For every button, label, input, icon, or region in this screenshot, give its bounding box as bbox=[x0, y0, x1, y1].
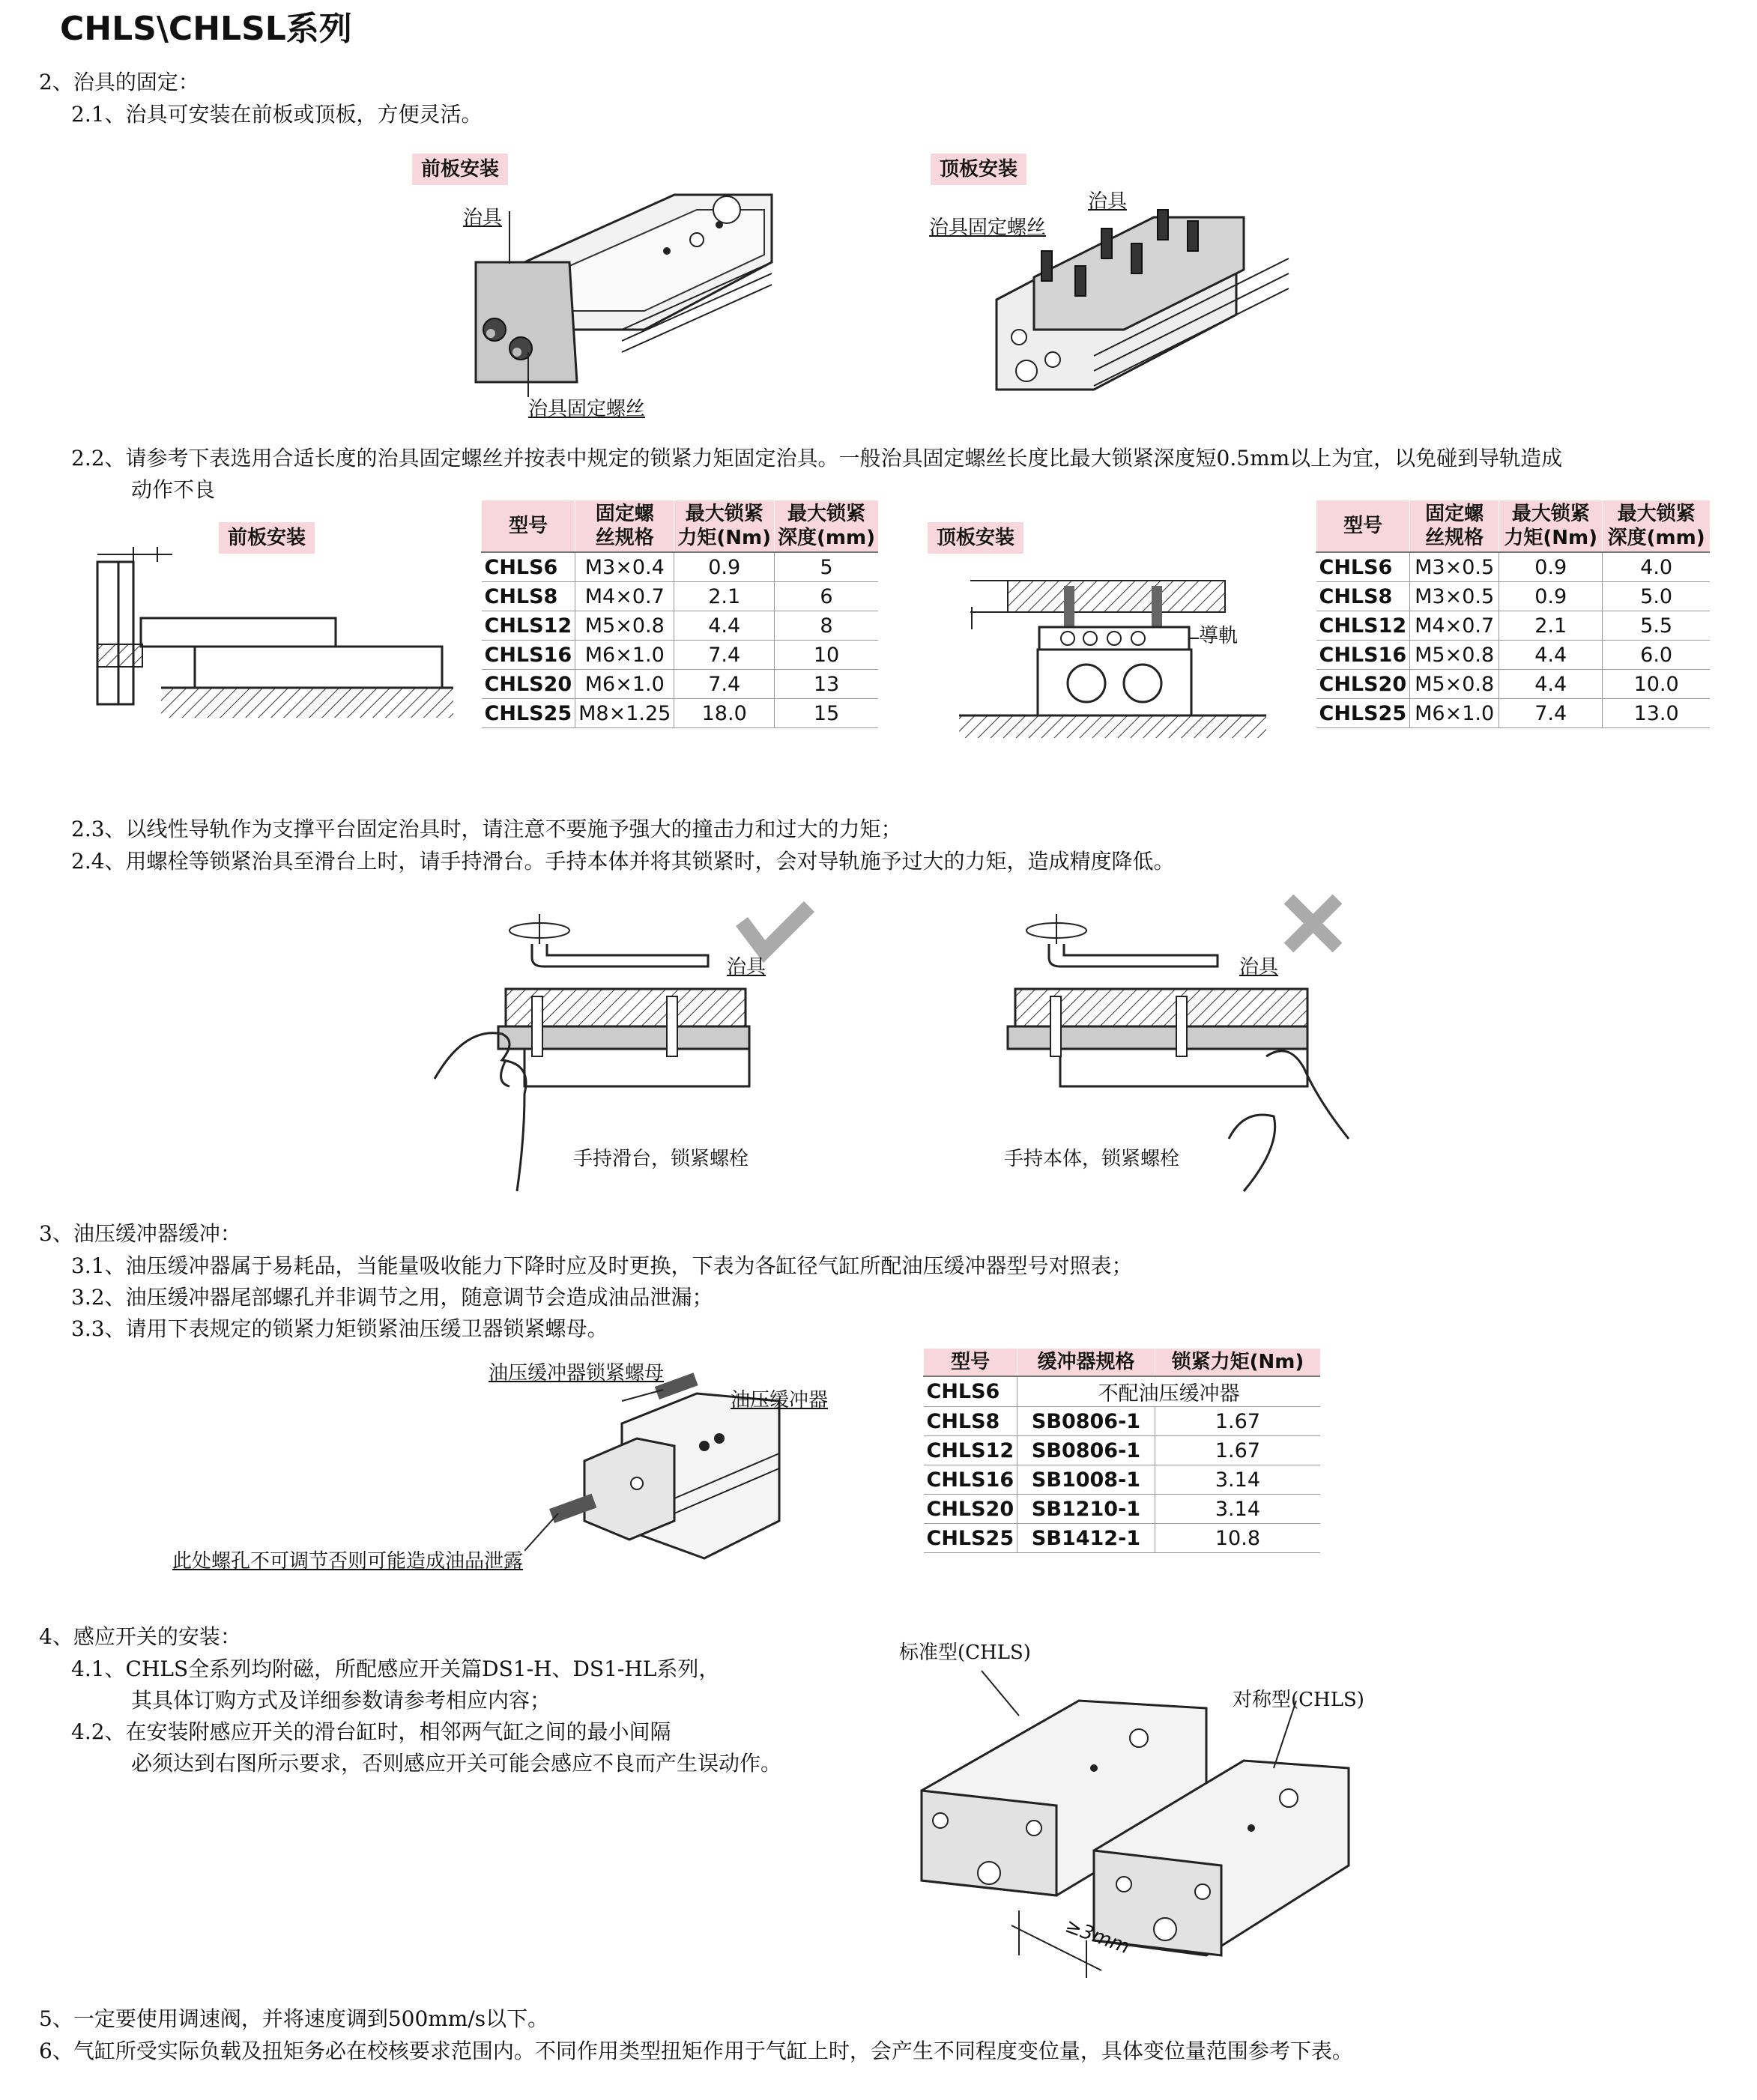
label-screw-top: 治具固定螺丝 bbox=[929, 217, 1047, 239]
table-row: CHLS8 M4×0.7 2.1 6 bbox=[482, 582, 879, 611]
th-model: 型号 bbox=[509, 515, 548, 537]
section-2-heading: 2、治具的固定： bbox=[39, 70, 199, 94]
th-depth-l1: 最大锁紧 bbox=[787, 503, 866, 525]
tag-top-mount-2: 顶板安装 bbox=[928, 522, 1023, 554]
label-jig-front: 治具 bbox=[463, 207, 503, 229]
table-row: CHLS25 M6×1.0 7.4 13.0 bbox=[1316, 699, 1711, 728]
section-3-heading: 3、油压缓冲器缓冲： bbox=[39, 1221, 241, 1246]
para-3-2: 3.2、油压缓冲器尾部螺孔并非调节之用，随意调节会造成油品泄漏； bbox=[71, 1285, 713, 1310]
th-model: 型号 bbox=[1343, 515, 1383, 537]
tag-top-mount: 顶板安装 bbox=[931, 154, 1026, 185]
page-title: CHLS\CHLSL系列 bbox=[60, 10, 352, 48]
th-screw-l2: 丝规格 bbox=[1425, 527, 1484, 549]
th-screw-l1: 固定螺 bbox=[595, 503, 654, 525]
tag-front-mount-2: 前板安装 bbox=[219, 522, 315, 554]
table-row: CHLS6 不配油压缓冲器 bbox=[924, 1376, 1321, 1407]
table-row: CHLS20 M6×1.0 7.4 13 bbox=[482, 670, 879, 699]
th-buffer-spec: 缓冲器规格 bbox=[1017, 1349, 1155, 1376]
th-torque-l1: 最大锁紧 bbox=[1511, 503, 1590, 525]
label-rail: 導軌 bbox=[1199, 625, 1239, 647]
th-lock-torque: 锁紧力矩(Nm) bbox=[1155, 1349, 1320, 1376]
para-4-1-line1: 4.1、CHLS全系列均附磁，所配感应开关篇DS1-H、DS1-HL系列， bbox=[71, 1656, 720, 1681]
table-row: CHLS20 M5×0.8 4.4 10.0 bbox=[1316, 670, 1711, 699]
para-3-3: 3.3、请用下表规定的锁紧力矩锁紧油压缓卫器锁紧螺母。 bbox=[71, 1316, 608, 1341]
para-4-2-line1: 4.2、在安装附感应开关的滑台缸时，相邻两气缸之间的最小间隔 bbox=[71, 1719, 671, 1744]
table-row: CHLS12 M4×0.7 2.1 5.5 bbox=[1316, 611, 1711, 641]
section-4-heading: 4、感应开关的安装： bbox=[39, 1624, 241, 1649]
para-2-2-line1: 2.2、请参考下表选用合适长度的治具固定螺丝并按表中规定的锁紧力矩固定治具。一般治具固定螺丝长度比最大锁紧深度短0.5mm以上为宜，以免碰到导轨造成 bbox=[71, 446, 1563, 470]
para-3-1: 3.1、油压缓冲器属于易耗品，当能量吸收能力下降时应及时更换，下表为各缸径气缸所配油压缓冲器型号对照表； bbox=[71, 1253, 1133, 1278]
para-2-4: 2.4、用螺栓等锁紧治具至滑台上时，请手持滑台。手持本体并将其锁紧时，会对导轨施予过大的力矩，造成精度降低。 bbox=[71, 849, 1175, 874]
tag-front-mount: 前板安装 bbox=[412, 154, 508, 185]
label-jig-ng: 治具 bbox=[1239, 956, 1279, 978]
th-depth-l2: 深度(mm) bbox=[778, 527, 875, 549]
table-row: CHLS20 SB1210-1 3.14 bbox=[924, 1495, 1321, 1524]
table-front-mount bbox=[481, 500, 878, 728]
table-row: CHLS6 M3×0.4 0.9 5 bbox=[482, 552, 879, 582]
table-row: CHLS8 SB0806-1 1.67 bbox=[924, 1407, 1321, 1436]
table-top-mount bbox=[1316, 500, 1710, 728]
label-symmetric-type: 对称型(CHLS) bbox=[1233, 1689, 1364, 1711]
para-4-1-line2: 其具体订购方式及详细参数请参考相应内容； bbox=[131, 1688, 551, 1713]
th-model: 型号 bbox=[924, 1349, 1017, 1376]
th-depth-l1: 最大锁紧 bbox=[1617, 503, 1696, 525]
table-row: CHLS16 M5×0.8 4.4 6.0 bbox=[1316, 641, 1711, 670]
th-screw-l2: 丝规格 bbox=[595, 527, 654, 549]
label-hole-warning: 此处螺孔不可调节否则可能造成油品泄露 bbox=[172, 1550, 524, 1573]
label-standard-type: 标准型(CHLS) bbox=[899, 1641, 1031, 1664]
para-2-3: 2.3、以线性导轨作为支撑平台固定治具时，请注意不要施予强大的撞击力和过大的力矩； bbox=[71, 817, 902, 841]
table-row: CHLS25 M8×1.25 18.0 15 bbox=[482, 699, 879, 728]
label-buffer: 油压缓冲器 bbox=[731, 1389, 829, 1411]
front-section-drawing bbox=[82, 524, 457, 727]
caption-hold-body: 手持本体，锁紧螺栓 bbox=[1004, 1148, 1180, 1170]
label-min-gap: ≥3mm bbox=[1062, 1914, 1133, 1959]
para-2-2-line2: 动作不良 bbox=[131, 477, 216, 502]
th-depth-l2: 深度(mm) bbox=[1607, 527, 1705, 549]
label-jig-ok: 治具 bbox=[727, 956, 766, 978]
th-torque-l2: 力矩(Nm) bbox=[1504, 527, 1598, 549]
label-buffer-nut: 油压缓冲器锁紧螺母 bbox=[489, 1362, 665, 1385]
table-row: CHLS12 M5×0.8 4.4 8 bbox=[482, 611, 879, 641]
table-row: CHLS16 M6×1.0 7.4 10 bbox=[482, 641, 879, 670]
caption-hold-slider: 手持滑台，锁紧螺栓 bbox=[573, 1148, 749, 1170]
para-2-1: 2.1、治具可安装在前板或顶板，方便灵活。 bbox=[71, 102, 483, 127]
table-row: CHLS6 M3×0.5 0.9 4.0 bbox=[1316, 552, 1711, 582]
table-buffer bbox=[923, 1349, 1320, 1553]
table-row: CHLS8 M3×0.5 0.9 5.0 bbox=[1316, 582, 1711, 611]
label-screw-front: 治具固定螺丝 bbox=[528, 398, 646, 420]
th-torque-l2: 力矩(Nm) bbox=[677, 527, 771, 549]
th-screw-l1: 固定螺 bbox=[1425, 503, 1484, 525]
th-torque-l1: 最大锁紧 bbox=[685, 503, 763, 525]
top-section-drawing bbox=[955, 569, 1277, 742]
table-row: CHLS12 SB0806-1 1.67 bbox=[924, 1436, 1321, 1465]
table-row: CHLS25 SB1412-1 10.8 bbox=[924, 1524, 1321, 1553]
section-6-text: 6、气缸所受实际负载及扭矩务必在校核要求范围内。不同作用类型扭矩作用于气缸上时，会产生不同程度变位量，具体变位量范围参考下表。 bbox=[39, 2039, 1353, 2063]
label-jig-top: 治具 bbox=[1088, 190, 1128, 213]
section-5-text: 5、一定要使用调速阀，并将速度调到500mm/s以下。 bbox=[39, 2006, 549, 2031]
para-4-2-line2: 必须达到右图所示要求，否则感应开关可能会感应不良而产生误动作。 bbox=[131, 1751, 782, 1776]
table-row: CHLS16 SB1008-1 3.14 bbox=[924, 1465, 1321, 1495]
